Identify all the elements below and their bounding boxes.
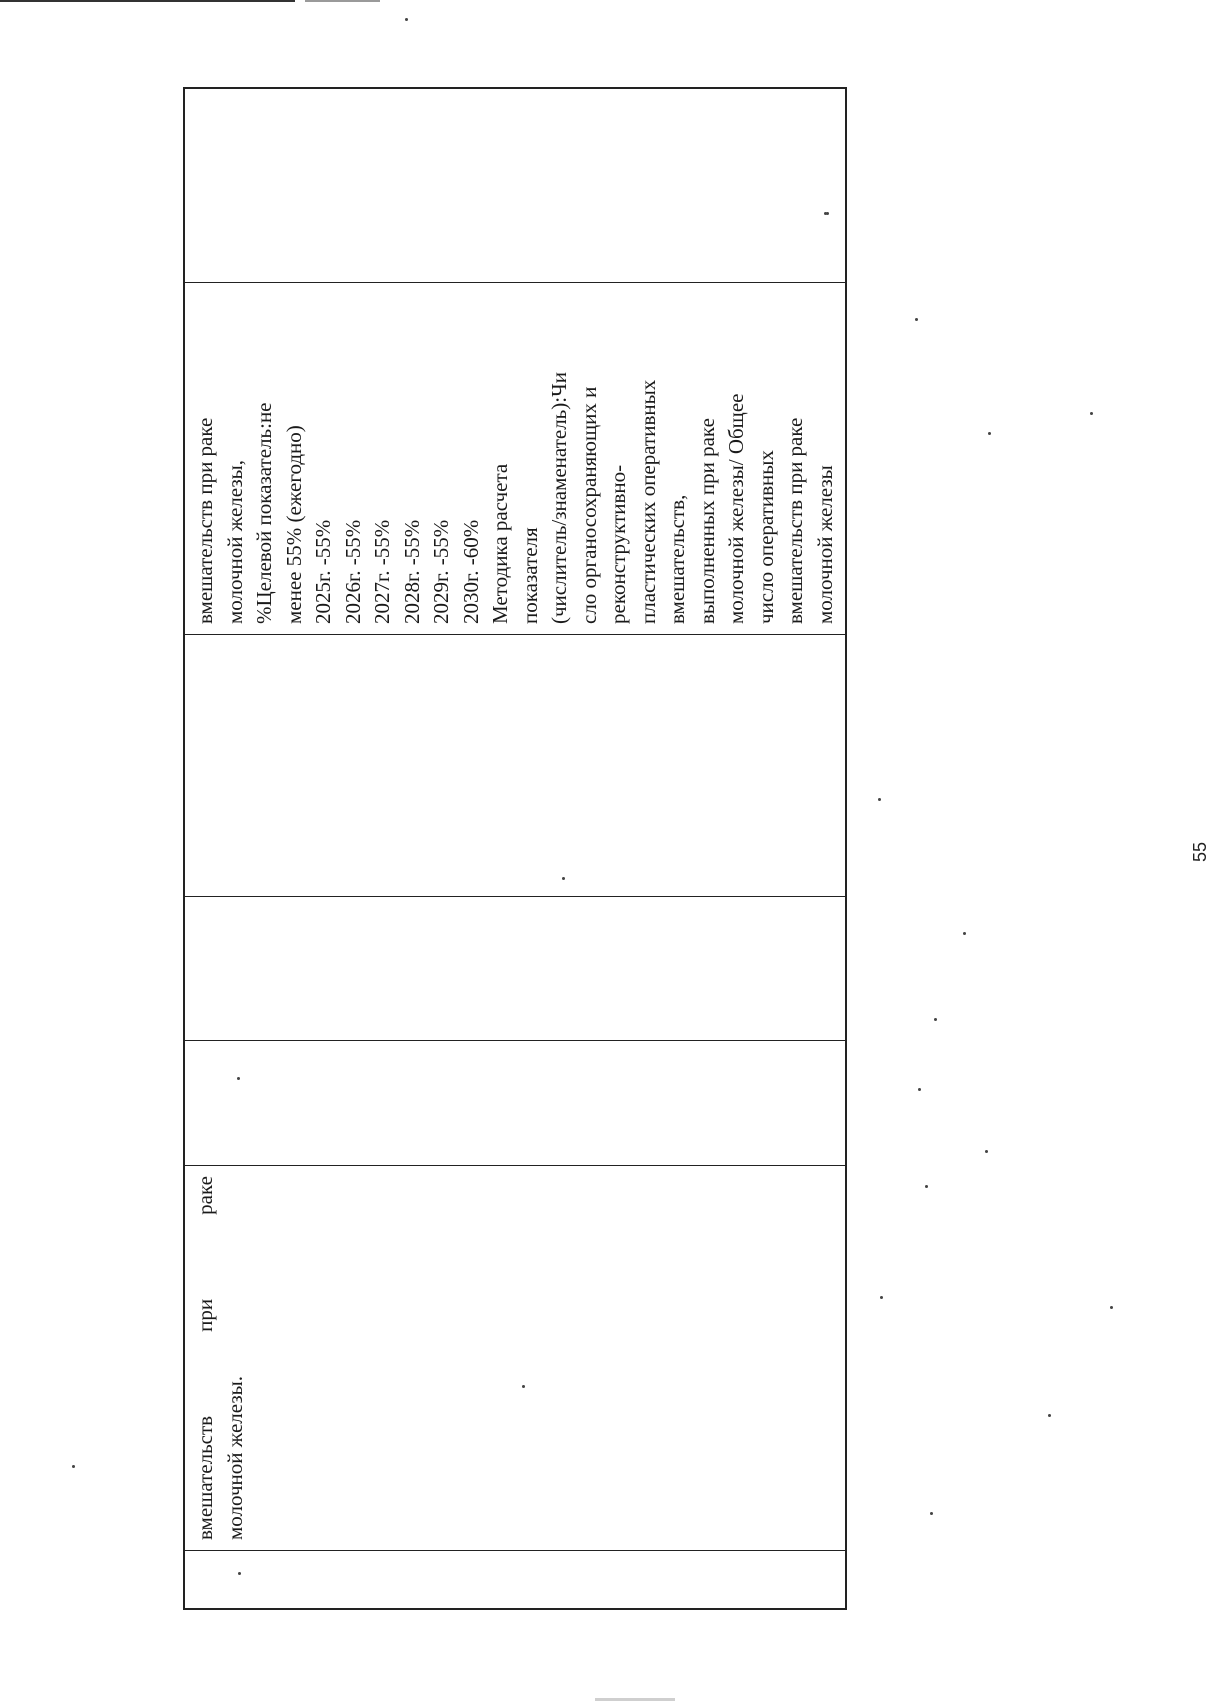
table-cell-empty: [185, 634, 845, 896]
target-method-line: число оперативных: [753, 450, 778, 624]
indicator-name-word: раке: [193, 1176, 217, 1215]
table-cell-empty: [185, 89, 845, 282]
page-number: 55: [1190, 841, 1210, 862]
indicator-name-word: при: [193, 1298, 217, 1332]
scan-speck: [1048, 1414, 1051, 1417]
scan-speck: [988, 432, 991, 435]
target-method-line: молочной железы,: [222, 459, 247, 624]
scan-top-rule: [0, 0, 295, 2]
scan-speck: [880, 1296, 883, 1299]
target-method-line: %Целевой показатель:не: [252, 402, 276, 624]
scan-speck: [918, 1088, 921, 1091]
scan-speck: [1090, 412, 1093, 415]
target-method-line: 2026г. -55%: [340, 519, 365, 624]
scan-speck: [925, 1185, 928, 1188]
indicator-name-line-1: [191, 1176, 221, 1540]
target-method-line: вмешательств при раке: [783, 417, 807, 624]
target-method-line: 2029г. -55%: [429, 519, 453, 624]
table-cell-target-and-method: [185, 282, 845, 634]
scan-speck: [878, 798, 881, 801]
scan-speck: [963, 932, 966, 935]
target-method-line: 2025г. -55%: [311, 519, 335, 624]
target-method-line: реконструктивно-: [606, 464, 630, 624]
target-method-line: сло органосохраняющих и: [576, 386, 601, 624]
target-method-line: Методика расчета: [488, 463, 512, 624]
target-method-line: пластических оперативных: [635, 379, 660, 624]
indicator-name-line-2: молочной железы.: [222, 1375, 247, 1540]
target-method-line: 2027г. -55%: [370, 519, 394, 624]
scan-speck: [985, 1150, 988, 1153]
table-cell-indicator-name: [185, 1165, 845, 1550]
scan-speck: [930, 1512, 933, 1515]
scan-top-rule-faint: [305, 0, 380, 2]
target-method-line: (числитель/знаменатель):Чи: [547, 372, 571, 624]
scan-speck: [934, 1018, 937, 1021]
target-method-line: 2030г. -60%: [458, 519, 483, 624]
scan-speck: [405, 18, 408, 21]
table-cell-empty: [185, 896, 845, 1040]
target-method-line: молочной железы/ Общее: [724, 393, 748, 624]
target-method-line: показателя: [517, 527, 542, 624]
table-cell-number: [185, 1550, 845, 1608]
target-method-line: менее 55% (ежегодно): [281, 425, 306, 624]
scan-speck: [915, 318, 918, 321]
indicator-name-word: вмешательств: [193, 1415, 217, 1540]
target-method-line: молочной железы: [812, 465, 837, 624]
table-cell-empty: [185, 1040, 845, 1165]
indicator-table: [183, 87, 847, 1610]
scan-speck: [1110, 1306, 1113, 1309]
scan-bottom-smudge: [595, 1698, 675, 1701]
target-method-line: выполненных при раке: [694, 418, 719, 624]
scan-speck: [72, 1465, 75, 1468]
target-method-line: 2028г. -55%: [399, 519, 424, 624]
target-method-line: вмешательств,: [665, 494, 689, 624]
target-method-line: вмешательств при раке: [193, 417, 217, 624]
